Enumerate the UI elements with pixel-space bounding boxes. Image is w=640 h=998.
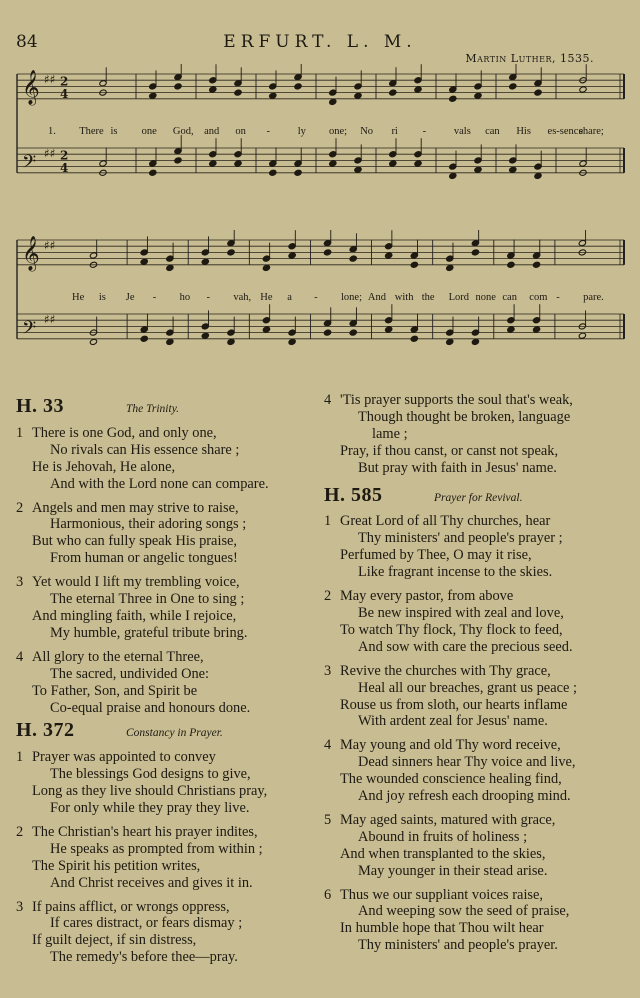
- note-head: [174, 83, 182, 90]
- note-head: [354, 92, 362, 99]
- lyric-syllable: Lord: [448, 292, 470, 303]
- note-head: [324, 249, 332, 256]
- note-head: [324, 329, 332, 336]
- verse-line: But who can fully speak His praise,: [32, 533, 238, 550]
- verse-line: 1 Prayer was appointed to convey: [16, 749, 216, 766]
- verse-line: And weeping sow the seed of praise,: [358, 903, 570, 920]
- note-head: [414, 160, 422, 167]
- verse-line: Thy ministers' and people's prayer.: [358, 937, 558, 954]
- lyric-syllable: one;: [329, 126, 348, 137]
- note-head: [209, 160, 217, 167]
- verse-line: The blessings God designs to give,: [50, 766, 251, 783]
- note-head: [262, 326, 270, 333]
- treble-clef-icon: 𝄞: [22, 69, 40, 105]
- note-head: [349, 255, 357, 262]
- verse-line: And sow with care the precious seed.: [358, 638, 573, 655]
- note-head: [174, 157, 182, 164]
- verse-line: To Father, Son, and Spirit be: [32, 682, 198, 699]
- verse-line: Dead sinners hear Thy voice and live,: [358, 754, 576, 771]
- hymn-585-block: [324, 483, 626, 955]
- stanza: [16, 500, 314, 568]
- note-head: [227, 249, 235, 256]
- verse-line: And with the Lord none can compare.: [50, 475, 269, 492]
- verse-number: 1: [324, 513, 332, 530]
- verse-line: Thy ministers' and people's prayer ;: [358, 530, 563, 547]
- verse-line: Rouse us from sloth, our hearts inflame: [340, 696, 568, 713]
- lyric-syllable: ri: [391, 126, 398, 137]
- note-head: [209, 86, 217, 93]
- hymn-header: [16, 719, 314, 742]
- verse-line: The remedy's before thee—pray.: [50, 949, 238, 966]
- key-signature-sharp-icon: ♯♯: [44, 238, 56, 253]
- verse-line: 1 There is one God, and only one,: [16, 424, 217, 441]
- lyric-syllable: and: [204, 126, 220, 137]
- note-head: [269, 169, 277, 176]
- lyric-syllable: com: [529, 292, 548, 303]
- note-head: [414, 86, 422, 93]
- lyric-syllable: can: [502, 292, 517, 303]
- hymn-subtitle: Constancy in Prayer.: [126, 727, 223, 740]
- note-head: [474, 166, 482, 173]
- lyric-syllable: the: [421, 292, 435, 303]
- lyric-syllable: is: [98, 292, 106, 303]
- note-head: [166, 338, 174, 345]
- stanza: [324, 737, 626, 805]
- note-head: [201, 332, 209, 339]
- verse-line: And when transplanted to the skies,: [340, 845, 546, 862]
- verse-number: 4: [324, 737, 332, 754]
- lyric-syllable: 1.: [48, 126, 56, 137]
- key-signature-sharp-icon: ♯♯: [44, 312, 56, 327]
- stanza: [324, 663, 626, 731]
- music-system-2: [14, 230, 626, 366]
- stanza: [324, 588, 626, 656]
- hymn-number: H. 372: [16, 719, 75, 742]
- time-signature-top: 2: [60, 74, 69, 89]
- stanza: [16, 749, 314, 817]
- music-staves-2: [14, 230, 626, 366]
- verse-line: Though thought be broken, language: [358, 408, 571, 425]
- verse-line: If guilt deject, if sin distress,: [32, 932, 197, 949]
- verse-line: 2 May every pastor, from above: [324, 588, 514, 605]
- verse-line: From human or angelic tongues!: [50, 550, 238, 567]
- note-head: [149, 92, 157, 99]
- music-staves-1: [14, 64, 626, 200]
- verse-line: Abound in fruits of holiness ;: [358, 828, 528, 845]
- note-head: [389, 160, 397, 167]
- verse-line: Heal all our breaches, grant us peace ;: [358, 679, 577, 696]
- verse-line: To watch Thy flock, Thy flock to feed,: [340, 621, 563, 638]
- hymn-header: [16, 395, 314, 418]
- note-head: [201, 258, 209, 265]
- verse-number: 6: [324, 886, 332, 903]
- note-head: [294, 169, 302, 176]
- verse-line: 4 'Tis prayer supports the soul that's weak,: [324, 392, 573, 408]
- note-head: [149, 169, 157, 176]
- verse-line: The wounded conscience healing find,: [340, 771, 562, 788]
- verse-number: 4: [16, 648, 24, 665]
- lyric-syllable: a: [287, 292, 292, 303]
- stanza: [16, 574, 314, 642]
- verse-line: 4 All glory to the eternal Three,: [16, 648, 204, 665]
- lyric-syllable: There: [79, 126, 104, 137]
- verse-line: Co-equal praise and honours done.: [50, 699, 251, 716]
- note-head: [262, 264, 270, 271]
- treble-clef-icon: 𝄞: [22, 235, 40, 271]
- note-head: [449, 95, 457, 102]
- note-head: [474, 92, 482, 99]
- verse-line: May younger in their stead arise.: [358, 862, 548, 879]
- lyric-syllable: can: [485, 126, 500, 137]
- stanza: [16, 899, 314, 967]
- verse-line: And joy refresh each drooping mind.: [358, 788, 571, 805]
- note-head: [89, 338, 97, 345]
- lyric-syllable: lone;: [341, 292, 362, 303]
- note-head: [533, 261, 541, 268]
- continued-stanza: [324, 392, 626, 477]
- note-head: [507, 326, 515, 333]
- verse-line: 6 Thus we our suppliant voices raise,: [324, 886, 544, 903]
- hymn-number: H. 33: [16, 395, 65, 417]
- verse-line: With ardent zeal for Jesus' name.: [358, 713, 548, 730]
- stanza: [16, 824, 314, 892]
- lyric-syllable: -: [556, 292, 560, 303]
- time-signature-top: 2: [60, 148, 69, 163]
- verse-line: 1 Great Lord of all Thy churches, hear: [324, 513, 551, 530]
- lyric-syllable: His: [516, 126, 531, 137]
- note-head: [385, 252, 393, 259]
- music-system-1: [14, 64, 626, 200]
- note-head: [579, 86, 587, 93]
- verse-line: My humble, grateful tribute bring.: [50, 624, 248, 641]
- lyric-syllable: -: [152, 292, 157, 303]
- lyric-syllable: And: [367, 292, 386, 303]
- note-head: [449, 172, 457, 179]
- note-head: [509, 83, 517, 90]
- note-head: [578, 332, 586, 339]
- note-head: [534, 172, 542, 179]
- lyric-syllable: -: [422, 126, 427, 137]
- lyric-syllable: on: [235, 126, 246, 137]
- lyric-syllable: -: [206, 292, 210, 303]
- verse-number: 2: [16, 499, 24, 516]
- verse-line: And Christ receives and gives it in.: [50, 874, 253, 891]
- note-head: [354, 166, 362, 173]
- stanza: [324, 812, 626, 880]
- verse-line: Pray, if thou canst, or canst not speak,: [340, 442, 559, 459]
- verse-line: Perfumed by Thee, O may it rise,: [340, 547, 532, 564]
- note-head: [446, 338, 454, 345]
- verse-line: For only while they pray they live.: [50, 800, 250, 817]
- lyric-syllable: one: [141, 126, 157, 137]
- note-head: [534, 89, 542, 96]
- key-signature-sharp-icon: ♯♯: [44, 146, 56, 161]
- lyric-syllable: He: [260, 292, 273, 303]
- note-head: [329, 160, 337, 167]
- left-column: [16, 392, 314, 966]
- verse-line: 3 Revive the churches with Thy grace,: [324, 662, 551, 679]
- hymn-header: [324, 483, 626, 507]
- time-signature-bottom: 4: [60, 160, 69, 175]
- lyric-syllable: none: [475, 292, 496, 303]
- note-head: [446, 264, 454, 271]
- stanza: [16, 649, 314, 717]
- verse-line: Like fragrant incense to the skies.: [358, 564, 553, 581]
- note-head: [507, 261, 515, 268]
- verse-line: 2 The Christian's heart his prayer indites,: [16, 823, 258, 840]
- verse-line: Harmonious, their adoring songs ;: [50, 516, 247, 533]
- note-head: [140, 258, 148, 265]
- lyric-syllable: share;: [578, 126, 604, 137]
- note-head: [385, 326, 393, 333]
- verse-number: 4: [324, 392, 332, 408]
- lyric-syllable: pare.: [583, 292, 604, 303]
- note-head: [349, 329, 357, 336]
- verse-number: 3: [16, 574, 24, 591]
- lyric-syllable: is: [110, 126, 118, 137]
- lyric-syllable: No: [360, 126, 374, 137]
- lyric-syllable: vals: [453, 126, 471, 137]
- lyric-syllable: -: [314, 292, 318, 303]
- composer-credit: Martin Luther, 1535.: [465, 52, 594, 65]
- verse-number: 2: [16, 823, 24, 840]
- verse-line: 4 May young and old Thy word receive,: [324, 737, 561, 754]
- lyric-syllable: He: [72, 292, 85, 303]
- verse-line: If cares distract, or fears dismay ;: [50, 915, 243, 932]
- verse-line: The sacred, undivided One:: [50, 665, 210, 682]
- note-head: [294, 83, 302, 90]
- note-head: [234, 160, 242, 167]
- stanza: [324, 887, 626, 955]
- note-head: [288, 252, 296, 259]
- bass-clef-icon: 𝄢: [22, 317, 37, 343]
- verse-number: 2: [324, 588, 332, 605]
- verse-line: The eternal Three in One to sing ;: [50, 591, 245, 608]
- note-head: [410, 335, 418, 342]
- hymn-subtitle: Prayer for Revival.: [434, 491, 523, 504]
- note-head: [471, 338, 479, 345]
- tune-title: ERFURT. L. M.: [223, 32, 417, 52]
- note-head: [509, 166, 517, 173]
- lyric-syllable: vah,: [233, 292, 252, 303]
- note-head: [269, 92, 277, 99]
- verse-line: But pray with faith in Jesus' name.: [358, 459, 557, 476]
- right-column: [324, 392, 626, 954]
- stanza: [16, 425, 314, 493]
- page-number: 84: [16, 32, 38, 52]
- note-head: [227, 338, 235, 345]
- stanza: [324, 513, 626, 581]
- lyric-syllable: Je: [125, 292, 135, 303]
- verse-line: He speaks as prompted from within ;: [50, 840, 263, 857]
- lyric-syllable: es-sence: [547, 126, 584, 137]
- bass-clef-icon: 𝄢: [22, 151, 37, 177]
- verse-line: 5 May aged saints, matured with grace,: [324, 811, 556, 828]
- verse-number: 3: [324, 662, 332, 679]
- lyric-syllable: with: [394, 292, 414, 303]
- verse-line: He is Jehovah, He alone,: [32, 458, 176, 475]
- note-head: [533, 326, 541, 333]
- hymn-number: H. 585: [324, 483, 383, 506]
- verse-line: The Spirit his petition writes,: [32, 857, 201, 874]
- verse-line: 2 Angels and men may strive to raise,: [16, 499, 239, 516]
- lyric-syllable: ho: [179, 292, 191, 303]
- verse-line: 3 If pains afflict, or wrongs oppress,: [16, 898, 230, 915]
- verse-number: 3: [16, 898, 24, 915]
- lyric-syllable: ly: [297, 126, 306, 137]
- verse-line: Long as they live should Christians pray,: [32, 783, 268, 800]
- verse-line: 3 Yet would I lift my trembling voice,: [16, 574, 240, 591]
- note-head: [410, 261, 418, 268]
- key-signature-sharp-icon: ♯♯: [44, 72, 56, 87]
- note-head: [166, 264, 174, 271]
- note-head: [234, 89, 242, 96]
- note-head: [471, 249, 479, 256]
- note-head: [389, 89, 397, 96]
- lyric-syllable: -: [266, 126, 271, 137]
- time-signature-bottom: 4: [60, 86, 69, 101]
- verse-number: 5: [324, 811, 332, 828]
- verse-number: 1: [16, 424, 24, 441]
- note-head: [288, 338, 296, 345]
- verse-number: 1: [16, 749, 24, 766]
- note-head: [140, 335, 148, 342]
- verse-line: In humble hope that Thou wilt hear: [340, 920, 544, 937]
- lyric-syllable: God,: [172, 126, 194, 137]
- verse-line: No rivals can His essence share ;: [50, 441, 240, 458]
- hymn-subtitle: The Trinity.: [126, 403, 180, 415]
- verse-line: lame ;: [372, 425, 408, 442]
- verse-line: Be new inspired with zeal and love,: [358, 604, 564, 621]
- verse-line: And mingling faith, while I rejoice,: [32, 607, 237, 624]
- note-head: [329, 98, 337, 105]
